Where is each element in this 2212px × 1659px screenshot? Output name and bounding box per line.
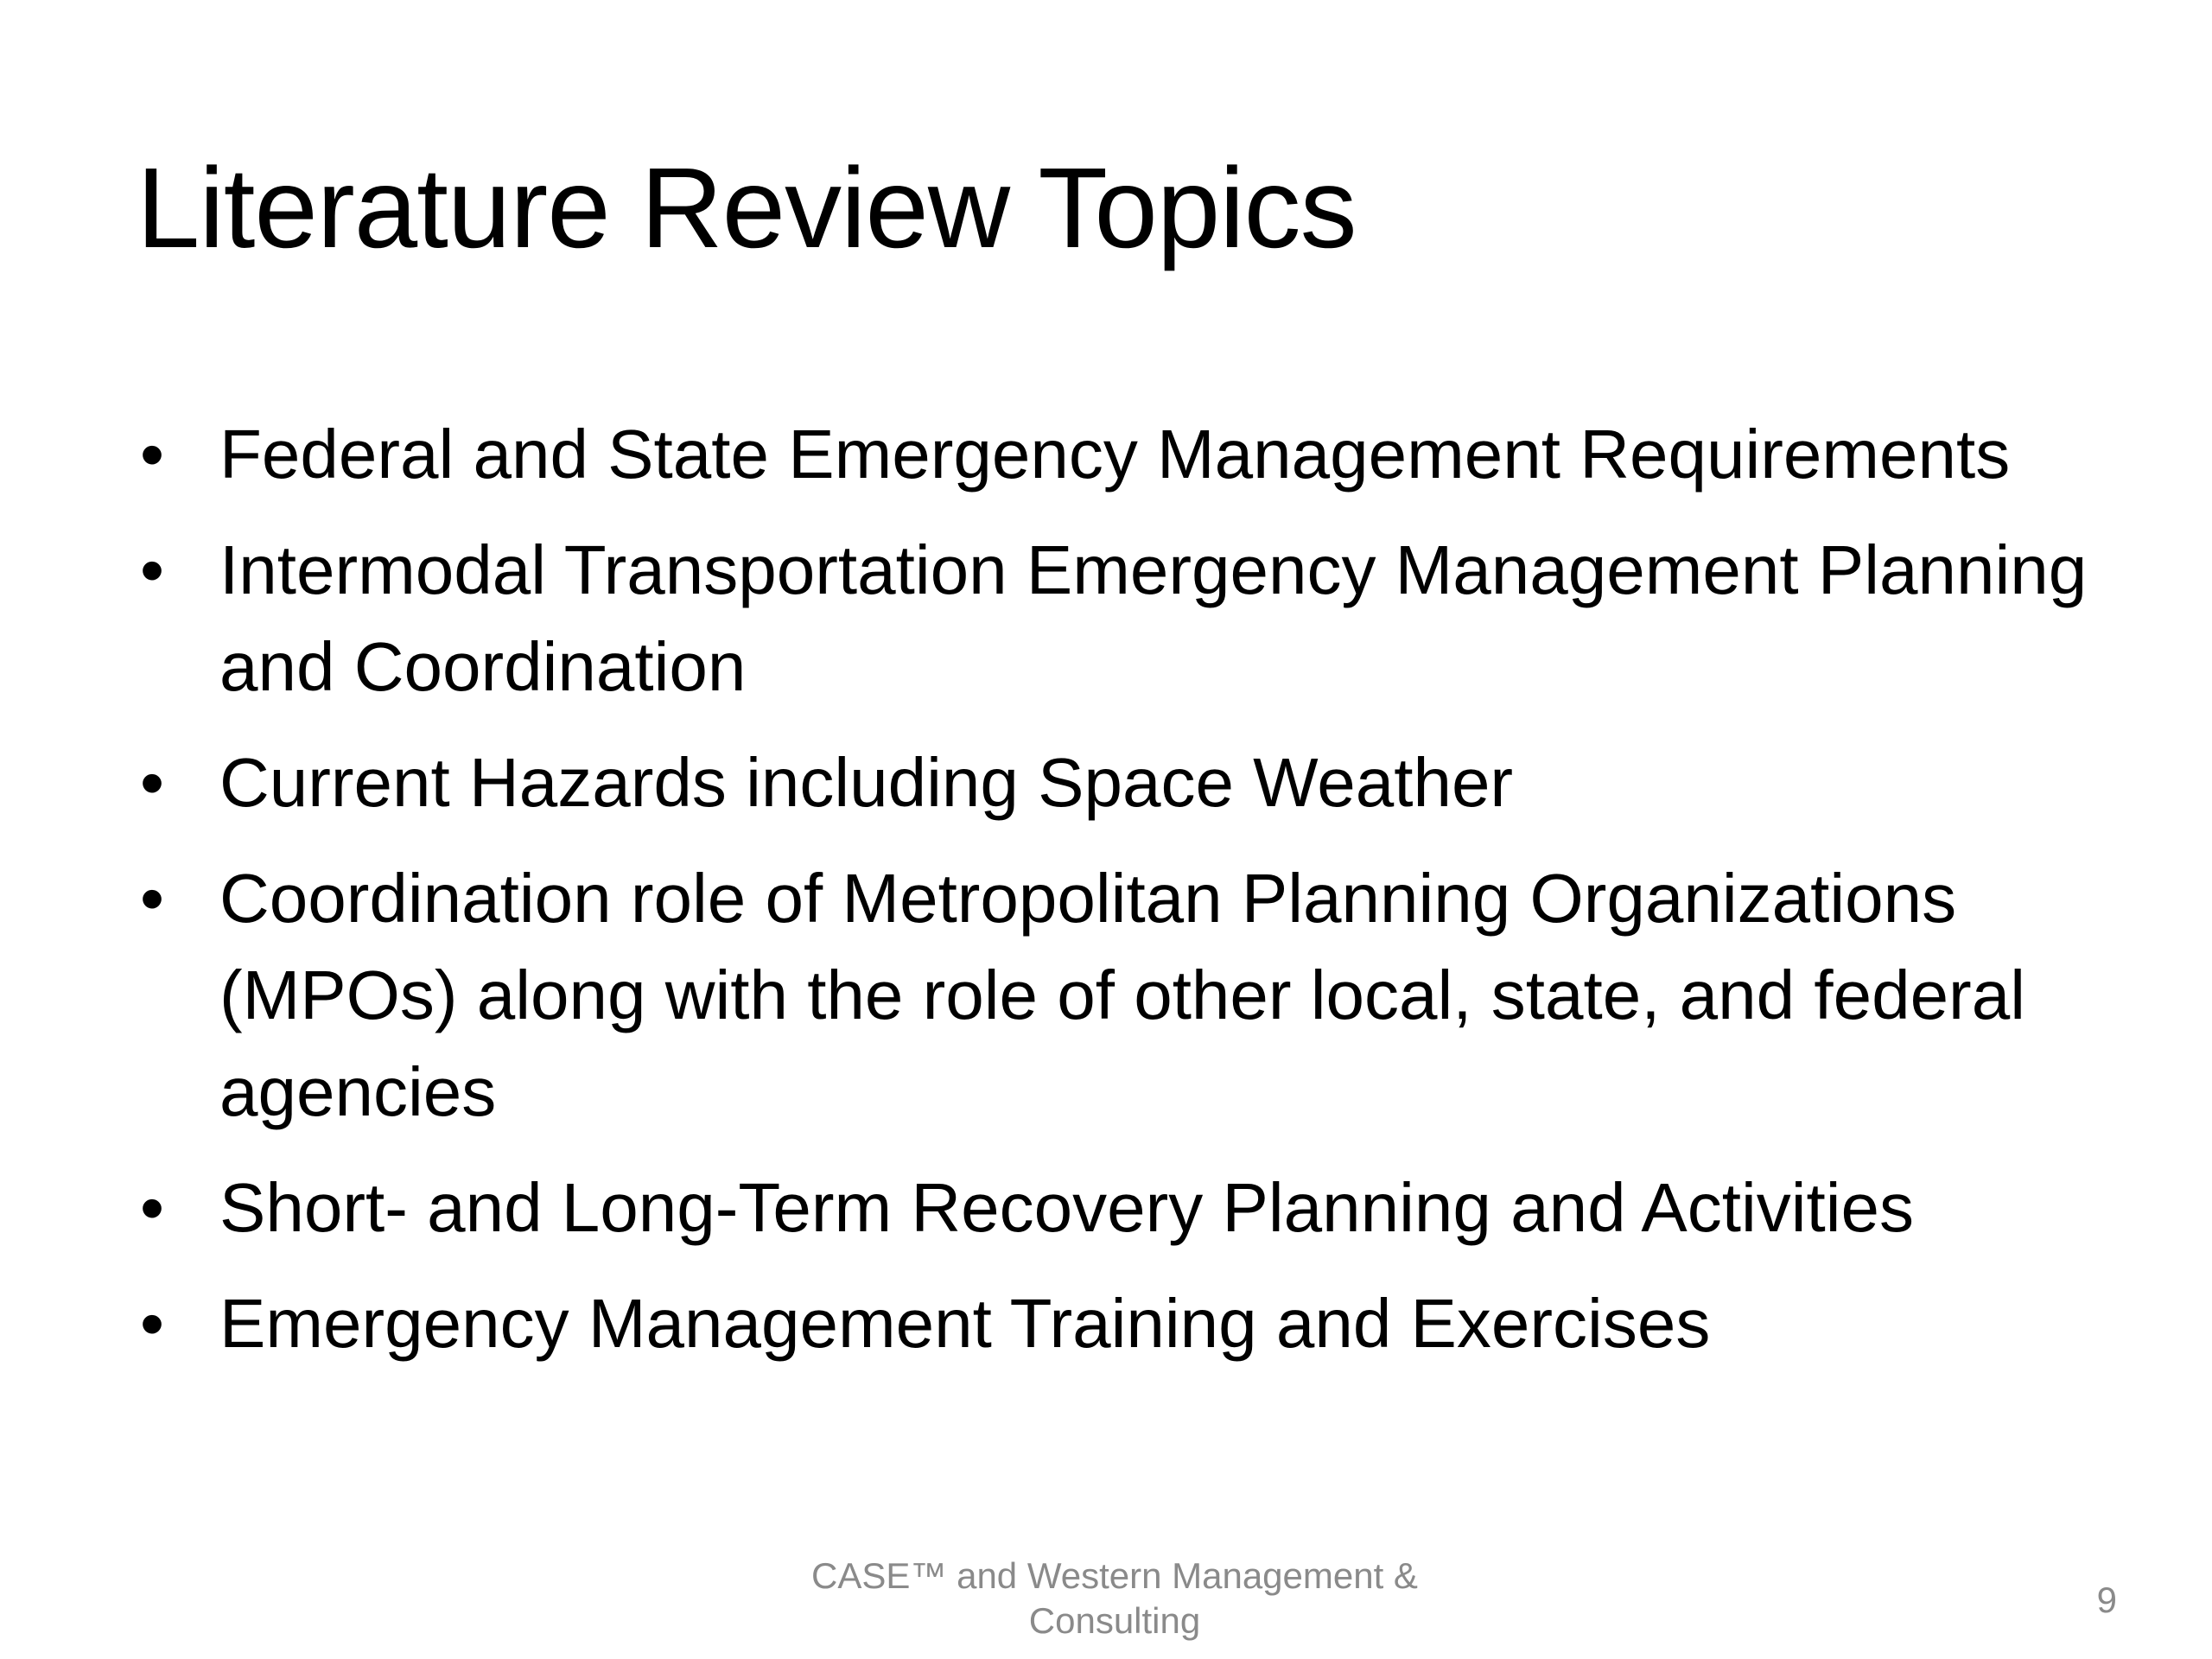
bullet-list [137,406,2124,1391]
bullet-item [137,1275,2124,1372]
bullet-item [137,734,2124,831]
bullet-item [137,1160,2124,1256]
bullet-text: Federal and State Emergency Management Requirements [219,416,2011,493]
bullet-dot-icon: • [140,1169,165,1246]
bullet-item [137,406,2124,503]
bullet-text: Intermodal Transportation Emergency Management Planning and Coordination [219,531,2088,705]
bullet-text: Emergency Management Training and Exercises [219,1285,1711,1362]
bullet-dot-icon: • [140,860,165,937]
bullet-item [137,850,2124,1141]
bullet-dot-icon: • [140,1285,165,1362]
bullet-text: Current Hazards including Space Weather [219,744,1514,821]
bullet-dot-icon: • [140,531,165,608]
bullet-dot-icon: • [140,416,165,493]
page-number: 9 [2096,1580,2117,1620]
bullet-item [137,522,2124,715]
slide-title: Literature Review Topics [137,144,1357,271]
bullet-text: Coordination role of Metropolitan Planning Organizations (MPOs) along with the role of other local, state, and federal agencies [219,860,2025,1130]
bullet-dot-icon: • [140,744,165,821]
footer-text: CASE™ and Western Management & Consulting [811,1555,1418,1641]
bullet-text: Short- and Long-Term Recovery Planning and Activities [219,1169,1915,1246]
